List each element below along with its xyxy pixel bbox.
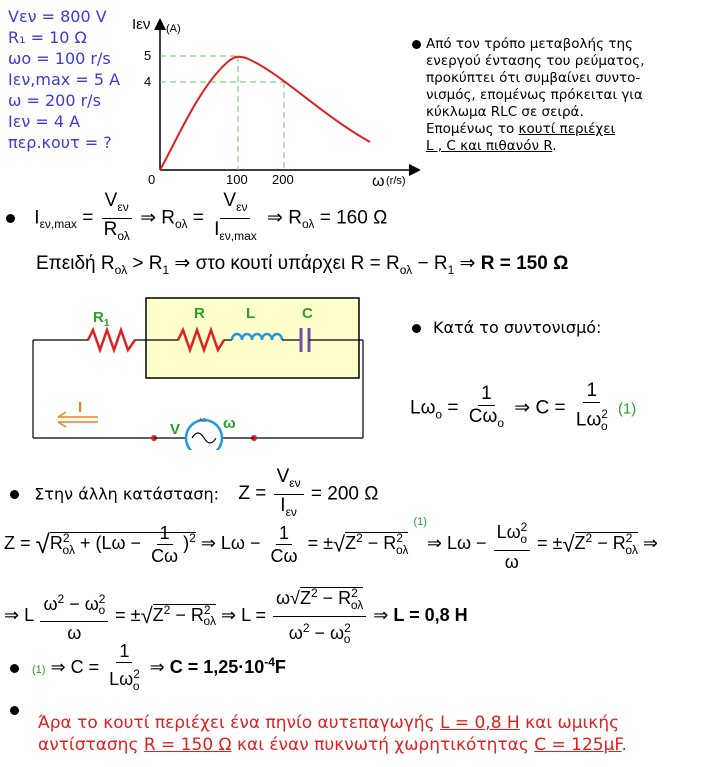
y-axis-unit: (A) xyxy=(166,23,181,35)
bullet-icon xyxy=(6,214,15,223)
explanation-note xyxy=(426,36,696,155)
rlc-circuit xyxy=(28,290,373,450)
equation-impedance: Στην άλλη κατάσταση: Z = $\frac{V_{\varepsilon\nu}}{I_{\varepsilon\nu}}$ = 200 Ω xyxy=(10,466,378,523)
note-line: νισμός, επομένως πρόκειται για xyxy=(426,87,643,103)
ac-source-icon xyxy=(186,420,222,450)
y-tick-5: 5 xyxy=(144,48,152,63)
bullet-icon xyxy=(10,706,19,715)
given-freq: ω = 200 r/s xyxy=(8,91,101,110)
equation-box-resistance: Επειδή $R_{o\lambda} > R_1$ ⇒ στο κουτί υπάρχει $R = R_{o\lambda} - R_1$ ⇒ R = 150 Ω xyxy=(36,253,569,277)
given-max-current: Iεν,max = 5 A xyxy=(8,70,121,89)
bullet-icon xyxy=(10,664,19,673)
resistor-r1 xyxy=(88,330,135,350)
equation-capacitance: (1) ⇒ C = $\frac{1}{L\omega^2_o}$ ⇒ $C = 1,25\cdot 10^{-4}F$ xyxy=(10,640,286,697)
y-axis-label: Iεν xyxy=(132,16,151,33)
ac-label: AC xyxy=(199,418,206,424)
voltage-label: V xyxy=(170,421,181,438)
note-line: προκύπτει ότι συμβαίνει συντο- xyxy=(426,70,641,86)
resonance-title-row xyxy=(412,318,601,337)
conclusion xyxy=(38,712,627,756)
conclusion-line-2: αντίστασης R = 150 Ω και έναν πυκνωτή χωρητικότητας C = 125μF. xyxy=(38,735,627,755)
equation-impedance-expanded: $Z = √R^2_{o\lambda} + (L\omega$ − $\frac{1}{C\omega}$ )$^2$ ⇒ Lω − $\frac{1}{C\omega}$ = $\pm√Z^2 - R^2_{o\lambda}$ $^{(1)}$⇒ Lω − $\frac{L\omega^2_o}{\omega}$ = $\pm√Z^2 - R^2_{o\lambda}$ ⇒ xyxy=(4,516,658,572)
note-line: κύκλωμα RLC σε σειρά. xyxy=(426,104,584,120)
given-voltage: Vεν = 800 V xyxy=(8,7,107,26)
x-axis-unit: (r/s) xyxy=(386,175,406,187)
resonance-graph xyxy=(130,14,420,189)
conclusion-line-1: Άρα το κουτί περιέχει ένα πηνίο αυτεπαγωγής L = 0,8 H και ωμικής xyxy=(38,713,620,733)
resonance-title: Κατά το συντονισμό: xyxy=(433,318,602,337)
c-label: C xyxy=(302,305,313,322)
bullet-icon xyxy=(412,40,421,49)
r1-label: $R_1$ xyxy=(93,309,110,329)
current-curve xyxy=(160,57,370,170)
equation-total-resistance: $I_{\varepsilon\nu,max}$ = $\frac{V_{\varepsilon\nu}}{R_{o\lambda}}$ ⇒ $R_{o\lambda}$ = $\frac{V_{\varepsilon\nu}}{I_{\varepsilon\nu,max}}$ ⇒ $R_{o\lambda} = 160$ Ω xyxy=(6,190,387,247)
equation-inductance: ⇒ L $\frac{\omega^2 - \omega^2_o}{\omega}$ = $\pm√Z^2 - R^2_{o\lambda}$ ⇒ L = $\frac{\omega√Z^2 - R^2_{o\lambda}}{\omega^2 - \omega^2_o}$ ⇒ L = 0,8 H xyxy=(4,582,468,650)
given-resistance: R₁ = 10 Ω xyxy=(8,28,87,47)
given-current: Iεν = 4 A xyxy=(8,112,81,131)
x-axis-label: ω xyxy=(372,173,385,189)
bullet-icon xyxy=(412,324,421,333)
note-line: Από τον τρόπο μεταβολής της xyxy=(426,36,633,52)
r-label: R xyxy=(194,305,205,322)
omega-label: ω xyxy=(223,415,236,432)
l-label: L xyxy=(246,305,256,322)
note-line: L , C και πιθανόν R. xyxy=(426,138,557,154)
x-tick-200: 200 xyxy=(272,172,294,187)
equation-resonance: $L\omega_o$ = $\frac{1}{C\omega_o}$ ⇒ C = $\frac{1}{L\omega^2_o}$ (1) xyxy=(410,380,637,434)
given-resonance-freq: ωo = 100 r/s xyxy=(8,49,111,68)
current-label: I xyxy=(78,399,83,416)
y-tick-4: 4 xyxy=(144,74,152,89)
x-tick-0: 0 xyxy=(148,172,156,187)
given-unknown: περ.κουτ = ? xyxy=(8,133,112,152)
x-tick-100: 100 xyxy=(226,172,248,187)
note-line: Επομένως το κουτί περιέχει xyxy=(426,121,616,137)
given-values xyxy=(8,6,120,153)
bullet-icon xyxy=(10,490,19,499)
note-line: ενεργού έντασης του ρεύματος, xyxy=(426,53,645,69)
